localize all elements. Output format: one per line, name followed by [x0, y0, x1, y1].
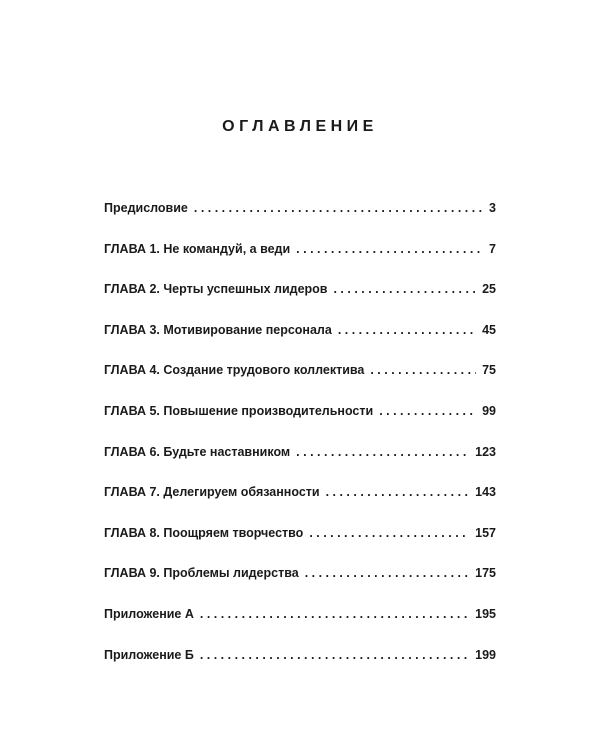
toc-entry-label: Приложение Б: [104, 647, 194, 662]
toc-entry-page: 199: [475, 647, 496, 662]
toc-entry-label: ГЛАВА 5. Повышение производительности: [104, 403, 374, 418]
toc-entry-page: 175: [475, 566, 496, 581]
toc-entry-chapter-1: [104, 239, 496, 280]
toc-entry-appendix-b: [104, 645, 496, 686]
toc-list: [104, 198, 496, 685]
toc-entry-chapter-9: [104, 563, 496, 604]
toc-entry-appendix-a: [104, 604, 496, 645]
dot-leader: [200, 604, 469, 624]
dot-leader: [333, 279, 476, 299]
dot-leader: [309, 523, 469, 543]
toc-entry-chapter-4: [104, 360, 496, 401]
toc-entry-page: 99: [482, 403, 496, 418]
toc-entry-page: 45: [482, 322, 496, 337]
dot-leader: [194, 198, 483, 218]
dot-leader: [296, 239, 483, 259]
toc-entry-page: 7: [489, 241, 496, 256]
toc-entry-label: ГЛАВА 6. Будьте наставником: [104, 444, 291, 459]
dot-leader: [379, 401, 476, 421]
dot-leader: [370, 360, 476, 380]
toc-entry-label: ГЛАВА 1. Не командуй, а веди: [104, 241, 291, 256]
toc-entry-chapter-2: [104, 279, 496, 320]
dot-leader: [338, 320, 476, 340]
toc-entry-page: 123: [475, 444, 496, 459]
dot-leader: [326, 482, 470, 502]
toc-entry-page: 25: [482, 282, 496, 297]
toc-entry-chapter-5: [104, 401, 496, 442]
toc-entry-label: ГЛАВА 3. Мотивирование персонала: [104, 322, 332, 337]
toc-entry-page: 157: [475, 525, 496, 540]
toc-entry-chapter-7: [104, 482, 496, 523]
toc-entry-label: Приложение А: [104, 606, 194, 621]
toc-entry-page: 3: [489, 201, 496, 215]
toc-entry-label: ГЛАВА 2. Черты успешных лидеров: [104, 282, 328, 297]
toc-entry-chapter-6: [104, 442, 496, 483]
toc-entry-label: Предисловие: [104, 201, 188, 215]
toc-entry-label: ГЛАВА 9. Проблемы лидерства: [104, 566, 299, 581]
toc-entry-label: ГЛАВА 8. Поощряем творчество: [104, 525, 304, 540]
toc-entry-label: ГЛАВА 4. Создание трудового коллектива: [104, 363, 365, 378]
dot-leader: [200, 645, 469, 665]
toc-entry-label: ГЛАВА 7. Делегируем обязанности: [104, 485, 320, 500]
toc-entry-page: 195: [475, 606, 496, 621]
dot-leader: [296, 442, 469, 462]
toc-entry-chapter-3: [104, 320, 496, 361]
toc-entry-preface: [104, 198, 496, 239]
toc-title: ОГЛАВЛЕНИЕ: [222, 118, 378, 135]
toc-entry-page: 143: [475, 485, 496, 500]
toc-entry-chapter-8: [104, 523, 496, 564]
toc-entry-page: 75: [482, 363, 496, 378]
dot-leader: [305, 563, 469, 583]
